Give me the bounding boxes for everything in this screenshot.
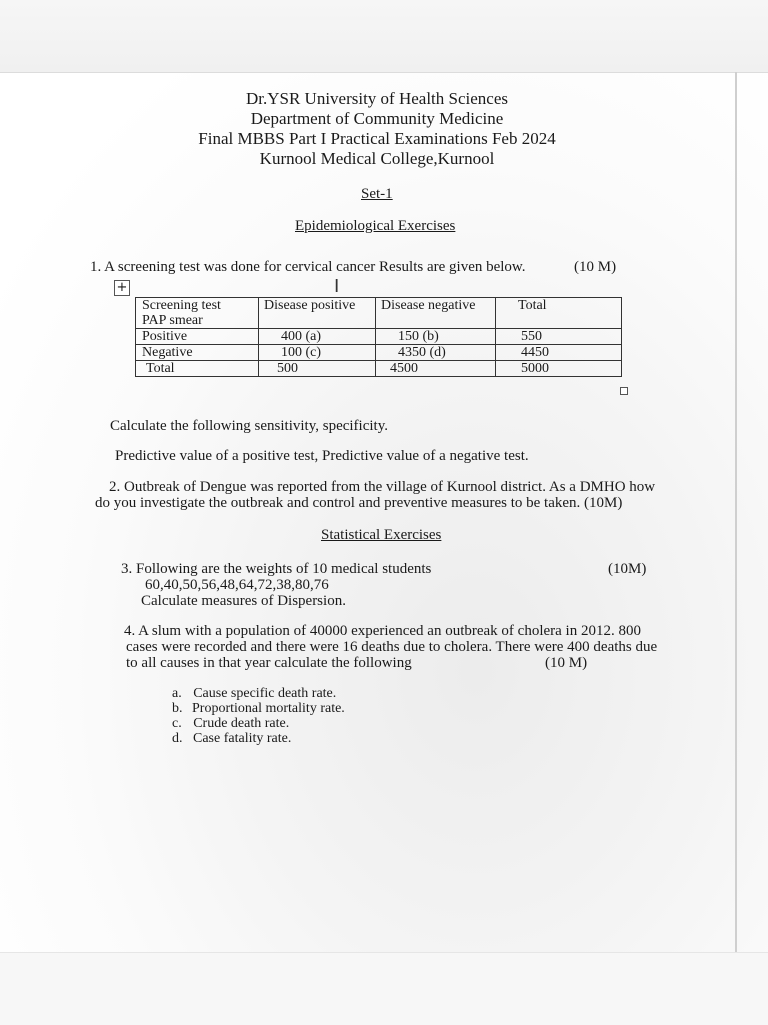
page-edge bbox=[735, 72, 737, 952]
q3-marks: (10M) bbox=[608, 561, 647, 577]
q2-line1: 2. Outbreak of Dengue was reported from the village of Kurnool district. As a DMHO how bbox=[109, 479, 656, 495]
college-name: Kurnool Medical College,Kurnool bbox=[259, 149, 495, 168]
department-name: Department of Community Medicine bbox=[250, 109, 504, 128]
table-cell: 4500 bbox=[376, 361, 496, 377]
table-row bbox=[136, 345, 622, 361]
table-cell: 100 (c) bbox=[259, 345, 376, 361]
text-cursor-icon: I bbox=[334, 276, 340, 297]
exam-title: Final MBBS Part I Practical Examinations Feb 2024 bbox=[198, 129, 556, 148]
q1-marks: (10 M) bbox=[574, 259, 617, 275]
list-marker: c. bbox=[172, 716, 182, 731]
table-cell: 5000 bbox=[496, 361, 622, 377]
list-marker: d. bbox=[172, 731, 183, 746]
table-resize-handle-icon[interactable] bbox=[620, 387, 628, 395]
q4-line2: cases were recorded and there were 16 deaths due to cholera. There were 400 deaths due bbox=[126, 639, 658, 655]
table-header-cell: Disease negative bbox=[376, 298, 496, 329]
q4-line3: to all causes in that year calculate the following bbox=[126, 655, 412, 671]
q2-line2: do you investigate the outbreak and control and preventive measures to be taken. (10M) bbox=[95, 495, 623, 511]
table-row bbox=[136, 329, 622, 345]
table-header-cell: Screening test PAP smear bbox=[136, 298, 259, 329]
table-row bbox=[136, 361, 622, 377]
table-move-handle-icon[interactable]: + bbox=[114, 280, 130, 296]
list-item-text: Cause specific death rate. bbox=[193, 686, 337, 701]
screening-table bbox=[135, 297, 622, 377]
table-cell: 550 bbox=[496, 329, 622, 345]
section-statistical: Statistical Exercises bbox=[321, 527, 442, 543]
list-marker: a. bbox=[172, 686, 182, 701]
table-header-cell: Disease positive bbox=[259, 298, 376, 329]
document-page bbox=[0, 72, 768, 953]
set-label: Set-1 bbox=[361, 186, 393, 202]
q1-calc-line2: Predictive value of a positive test, Predictive value of a negative test. bbox=[115, 448, 529, 464]
list-item-text: Proportional mortality rate. bbox=[192, 701, 345, 716]
list-marker: b. bbox=[172, 701, 183, 716]
table-cell: 400 (a) bbox=[259, 329, 376, 345]
table-cell: Positive bbox=[136, 329, 259, 345]
background-bottom bbox=[0, 952, 768, 1025]
q3-line1: 3. Following are the weights of 10 medical students bbox=[121, 561, 432, 577]
q3-line3: Calculate measures of Dispersion. bbox=[141, 593, 346, 609]
q1-text: 1. A screening test was done for cervical cancer Results are given below. bbox=[90, 259, 526, 275]
list-item-text: Case fatality rate. bbox=[193, 731, 292, 746]
list-item bbox=[172, 701, 345, 717]
list-item bbox=[172, 731, 291, 747]
table-cell: 500 bbox=[259, 361, 376, 377]
list-item bbox=[172, 716, 289, 732]
table-header-cell: Total bbox=[496, 298, 622, 329]
list-item bbox=[172, 686, 336, 702]
table-cell: 4450 bbox=[496, 345, 622, 361]
q4-line1: 4. A slum with a population of 40000 experienced an outbreak of cholera in 2012. 800 bbox=[124, 623, 641, 639]
q3-data: 60,40,50,56,48,64,72,38,80,76 bbox=[145, 577, 329, 593]
list-item-text: Crude death rate. bbox=[193, 716, 290, 731]
table-cell: 4350 (d) bbox=[376, 345, 496, 361]
section-epidemiological: Epidemiological Exercises bbox=[295, 218, 456, 234]
table-header-row bbox=[136, 298, 622, 329]
table-cell: Total bbox=[136, 361, 259, 377]
table-cell: Negative bbox=[136, 345, 259, 361]
university-name: Dr.YSR University of Health Sciences bbox=[245, 89, 509, 108]
q4-marks: (10 M) bbox=[545, 655, 588, 671]
table-cell: 150 (b) bbox=[376, 329, 496, 345]
q1-calc-line1: Calculate the following sensitivity, specificity. bbox=[110, 418, 388, 434]
background-top bbox=[0, 0, 768, 72]
